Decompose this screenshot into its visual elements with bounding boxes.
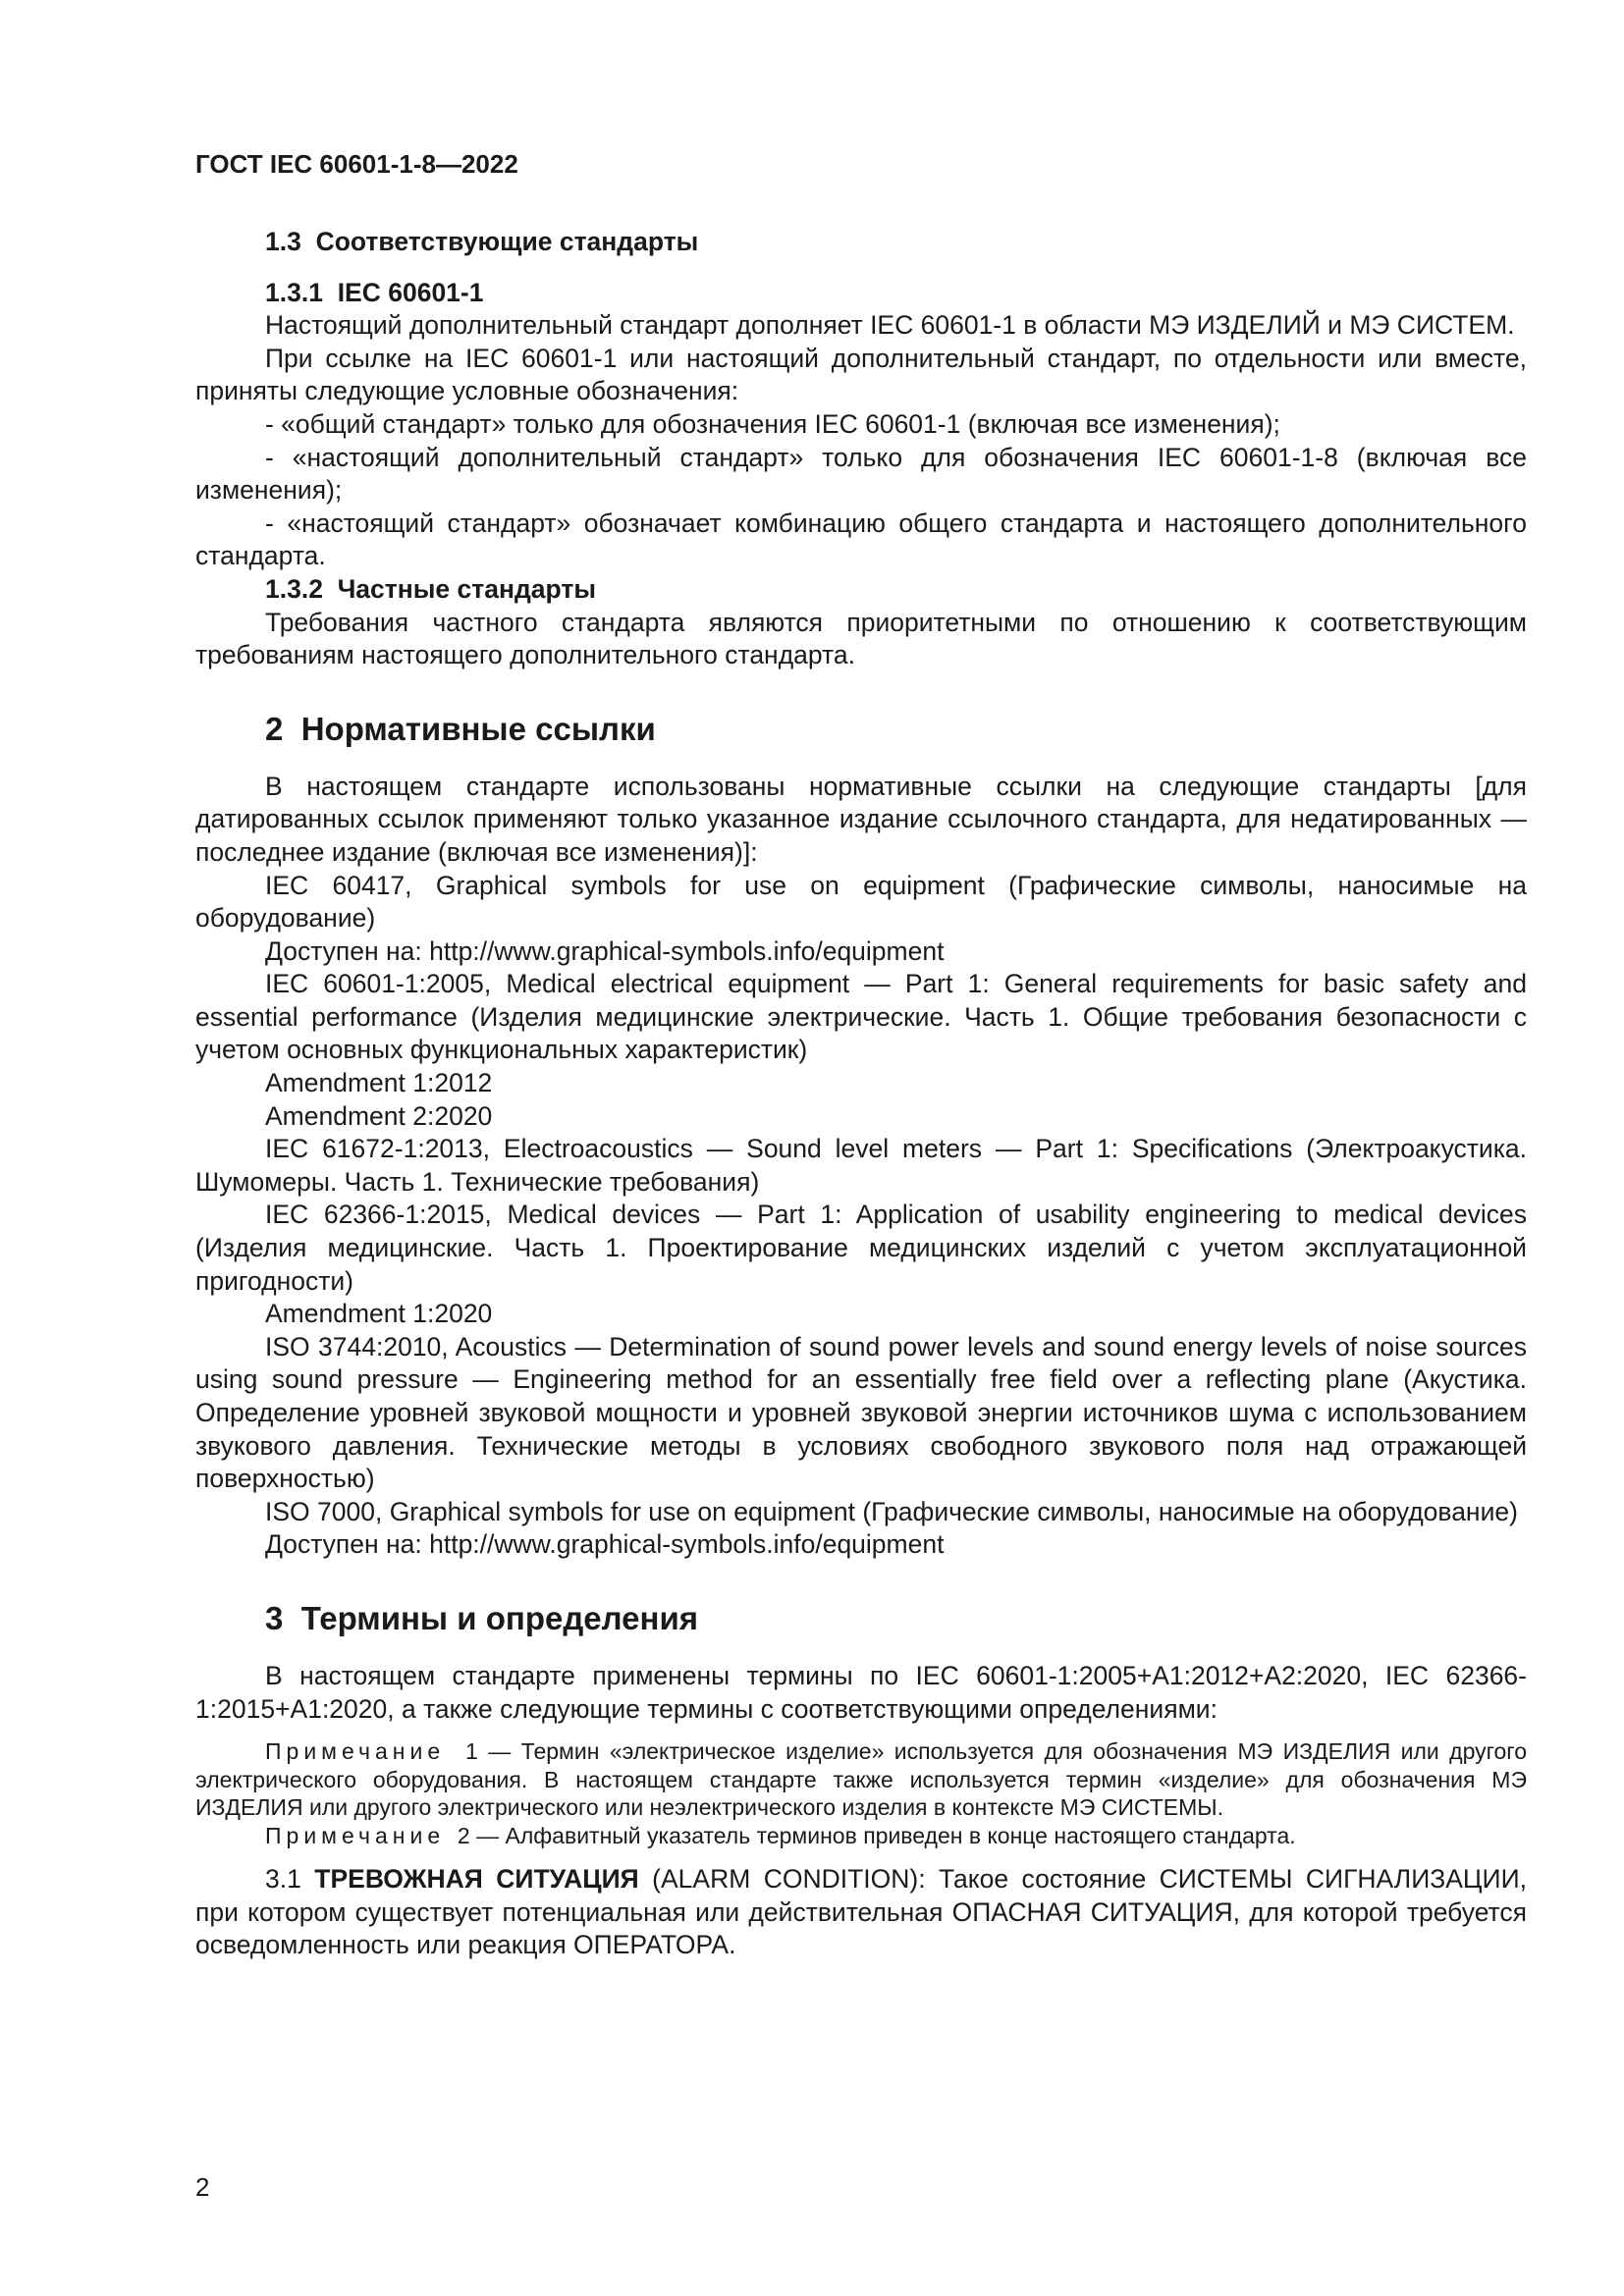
reference-item: ISO 3744:2010, Acoustics — Determination of sound power levels and sound energy levels of noise sources using sound pressure — Engineering method for an essentially free field over a reflecting plane (Акустика. Определение уровней звуковой мощности и уровней звуковой энергии источников шума с использованием звукового давления. Технические методы в условиях свободного звукового поля над отражающей поверхностью) [195, 1331, 1527, 1494]
note-1: Примечание 1 — Термин «электрическое изделие» используется для обозначения МЭ ИЗДЕЛИЯ или другого электрического оборудования. В настоящем стандарте также используется термин «изделие» для обозначения МЭ ИЗДЕЛИЯ или другого электрического или неэлектрического изделия в контексте МЭ СИСТЕМЫ. [195, 1738, 1527, 1821]
section-1-3-2-heading: 1.3.2 Частные стандарты [265, 573, 596, 604]
document-body [195, 226, 1527, 1962]
section-1-3-heading: 1.3 Соответствующие стандарты [265, 227, 699, 256]
reference-availability: Доступен на: http://www.graphical-symbols.info/equipment [265, 935, 945, 966]
reference-amendment: Amendment 1:2012 [265, 1068, 493, 1098]
term-3-1: 3.1 ТРЕВОЖНАЯ СИТУАЦИЯ (ALARM CONDITION): Такое состояние СИСТЕМЫ СИГНАЛИЗАЦИИ, при котором существует потенциальная или действительная ОПАСНАЯ СИТУАЦИЯ, для которой требуется осведомленность или реакция ОПЕРАТОРА. [195, 1864, 1527, 1960]
document-header: ГОСТ IEC 60601-1-8—2022 [195, 149, 518, 179]
reference-item: IEC 61672-1:2013, Electroacoustics — Sound level meters — Part 1: Specifications (Электроакустика. Шумомеры. Часть 1. Технические требования) [195, 1134, 1527, 1197]
paragraph: Требования частного стандарта являются приоритетными по отношению к соответствующим требованиям настоящего дополнительного стандарта. [195, 607, 1527, 670]
section-2-heading: 2 Нормативные ссылки [265, 710, 656, 747]
paragraph: В настоящем стандарте использованы нормативные ссылки на следующие стандарты [для датированных ссылок применяют только указанное издание ссылочного стандарта, для недатированных — последнее издание (включая все изменения)]: [195, 771, 1527, 867]
reference-item: IEC 62366-1:2015, Medical devices — Part 1: Application of usability engineering to medical devices (Изделия медицинские. Часть 1. Проектирование медицинских изделий с учетом эксплуатационной пригодности) [195, 1200, 1527, 1296]
reference-item: IEC 60417, Graphical symbols for use on equipment (Графические символы, наносимые на оборудование) [195, 870, 1527, 934]
paragraph: При ссылке на IEC 60601-1 или настоящий дополнительный стандарт, по отдельности или вместе, приняты следующие условные обозначения: [195, 343, 1527, 406]
section-3-heading: 3 Термины и определения [265, 1599, 698, 1636]
reference-amendment: Amendment 2:2020 [265, 1100, 493, 1131]
paragraph: В настоящем стандарте применены термины по IEC 60601-1:2005+A1:2012+A2:2020, IEC 62366-1:2015+A1:2020, а также следующие термины с соответствующими определениями: [195, 1660, 1527, 1724]
reference-item: IEC 60601-1:2005, Medical electrical equipment — Part 1: General requirements for basic safety and essential performance (Изделия медицинские электрические. Часть 1. Общие требования безопасности с учетом основных функциональных характеристик) [195, 969, 1527, 1065]
reference-item: ISO 7000, Graphical symbols for use on equipment (Графические символы, наносимые на оборудование) [265, 1496, 1518, 1526]
list-item: - «настоящий стандарт» обозначает комбинацию общего стандарта и настоящего дополнительного стандарта. [195, 507, 1527, 571]
page-number: 2 [195, 2172, 210, 2202]
list-item: - «настоящий дополнительный стандарт» только для обозначения IEC 60601-1-8 (включая все изменения); [195, 442, 1527, 506]
reference-amendment: Amendment 1:2020 [265, 1299, 493, 1329]
reference-availability: Доступен на: http://www.graphical-symbols.info/equipment [265, 1529, 945, 1560]
paragraph: Настоящий дополнительный стандарт дополняет IEC 60601-1 в области МЭ ИЗДЕЛИЙ и МЭ СИСТЕМ. [265, 310, 1515, 341]
section-1-3-1-heading: 1.3.1 IEC 60601-1 [265, 277, 484, 307]
list-item: - «общий стандарт» только для обозначения IEC 60601-1 (включая все изменения); [265, 408, 1280, 439]
note-2: Примечание 2 — Алфавитный указатель терминов приведен в конце настоящего стандарта. [265, 1822, 1296, 1848]
